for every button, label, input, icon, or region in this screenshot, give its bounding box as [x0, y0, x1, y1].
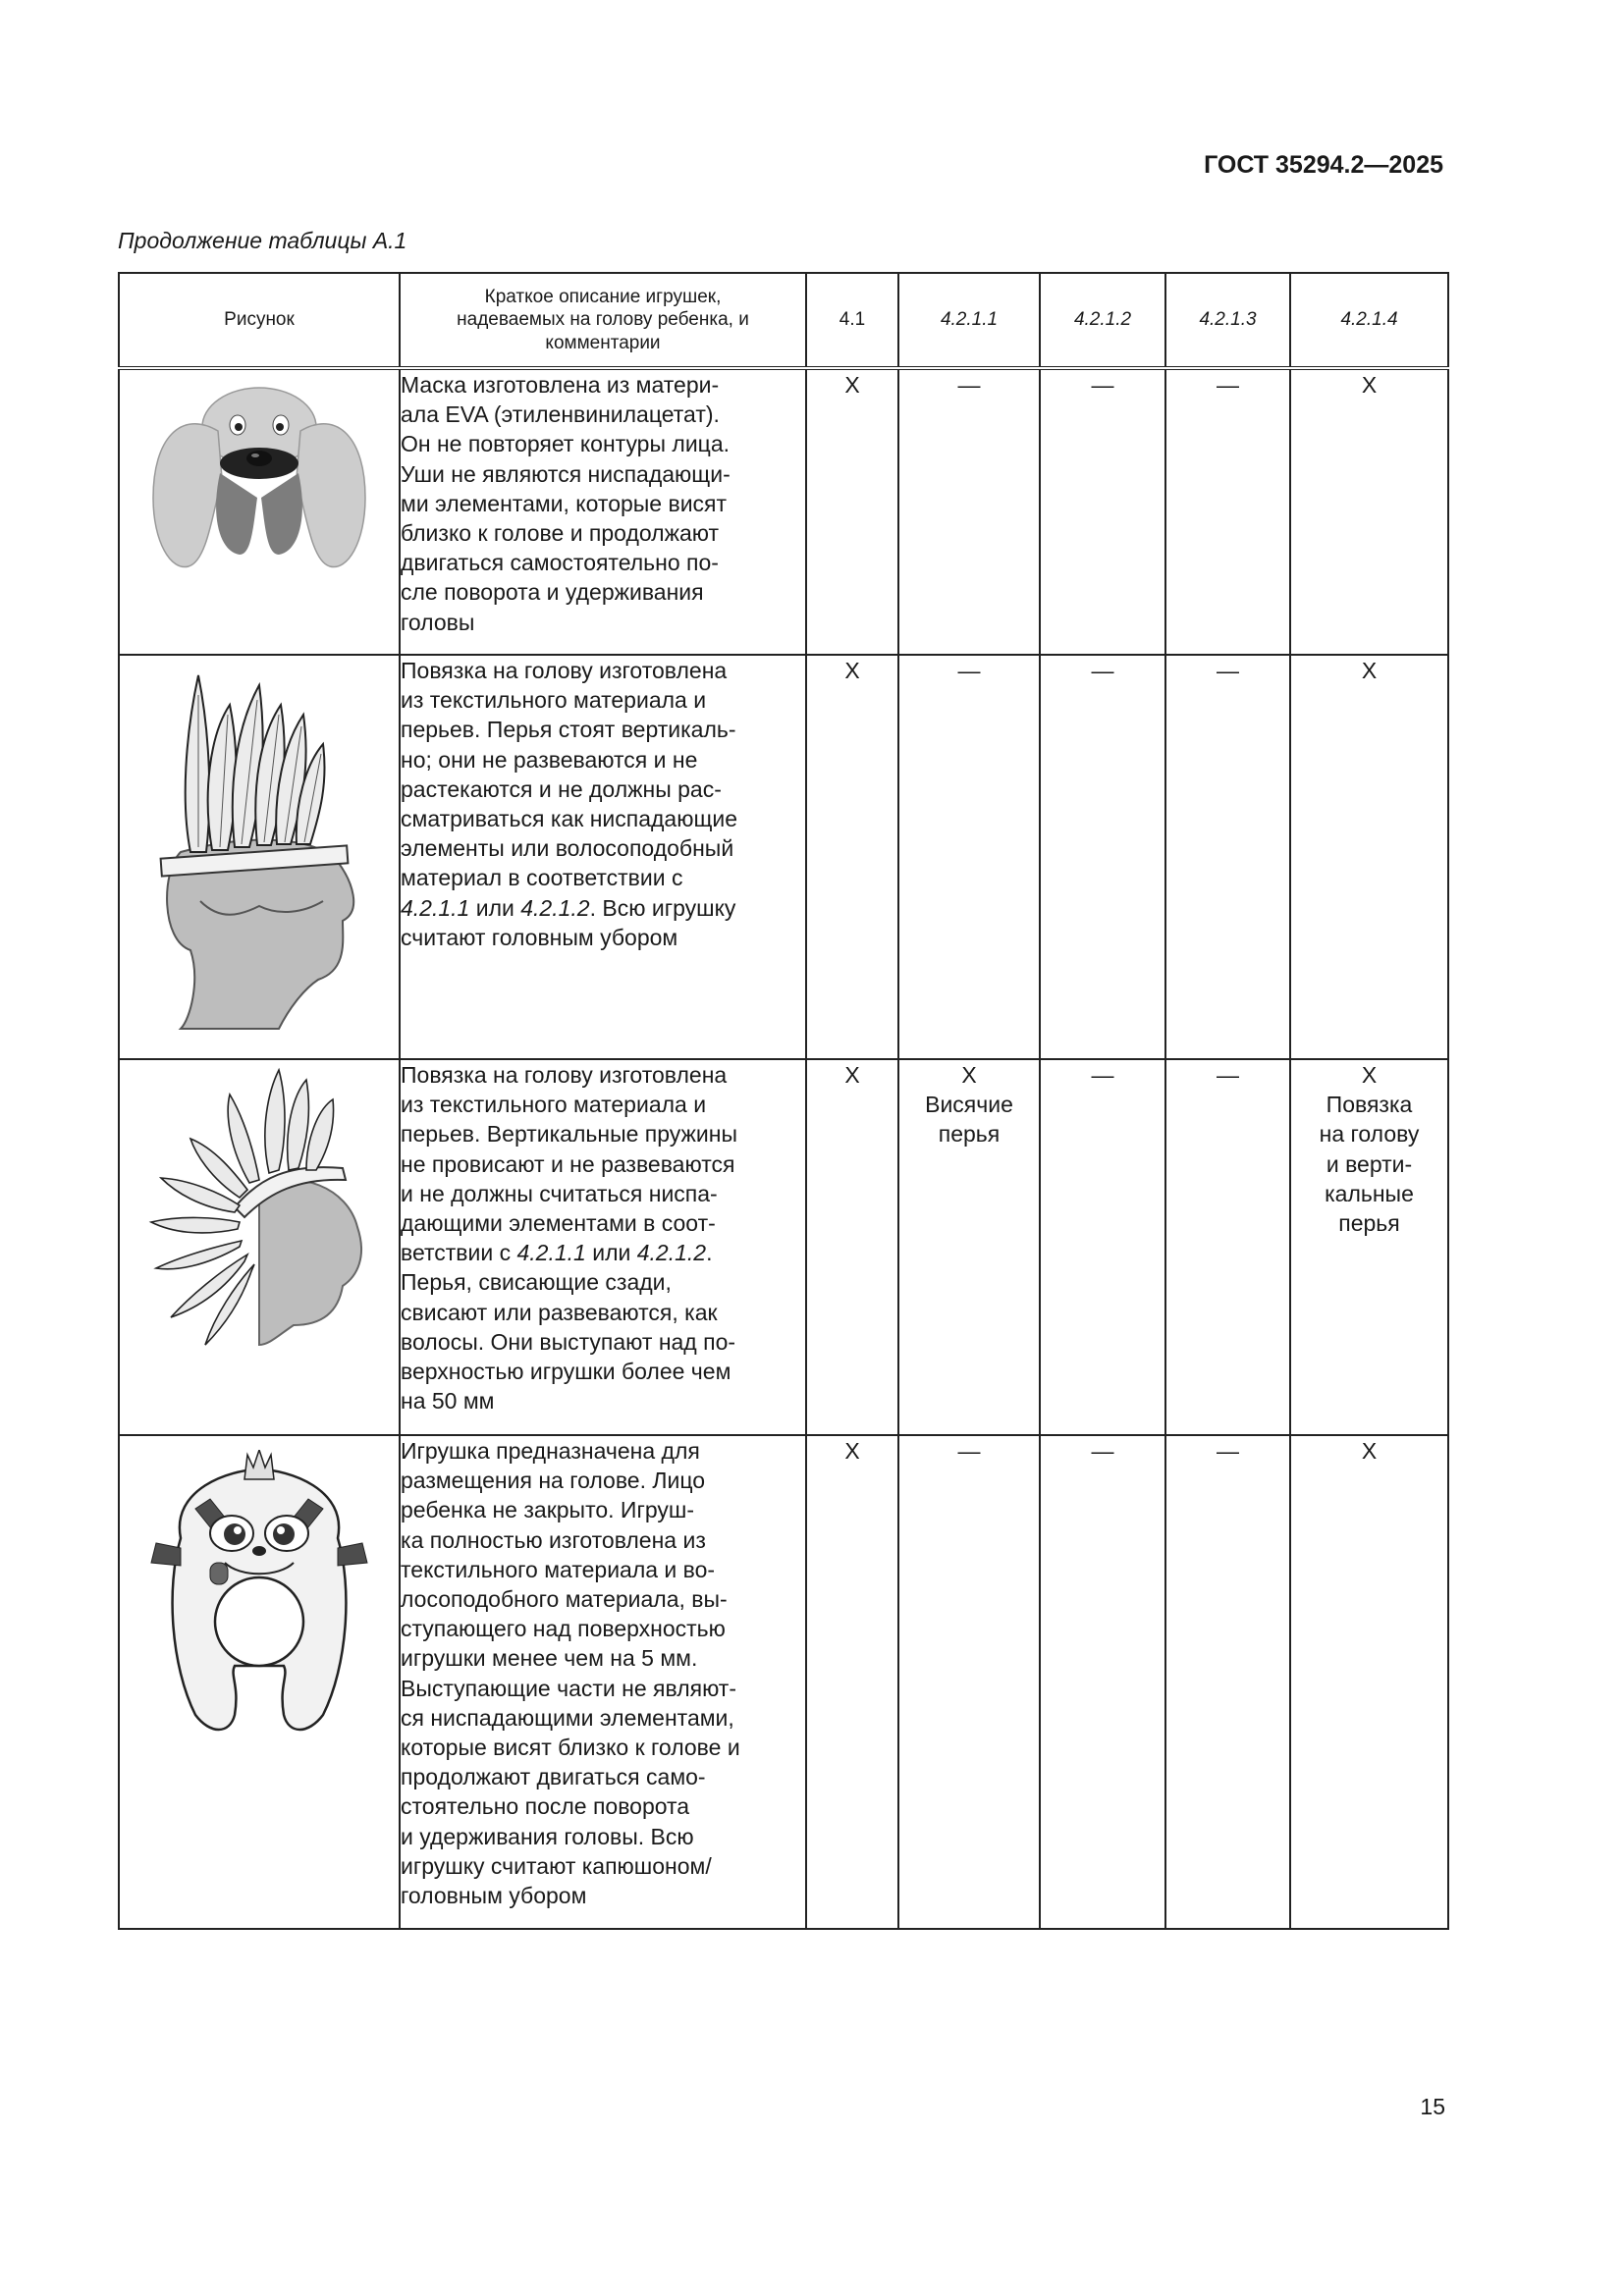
description-line: Уши не являются ниспадающи- — [401, 460, 731, 487]
mark-value: — — [1091, 658, 1114, 683]
description-line: Выступающие части не являют- — [401, 1675, 737, 1701]
mark-value: — — [1217, 1062, 1239, 1088]
figure-cell — [119, 368, 400, 655]
mark-value: — — [957, 372, 981, 398]
monster-hood-illustration — [141, 1450, 377, 1744]
description-line: которые висят близко к голове и — [401, 1735, 740, 1761]
mark-value: X — [1361, 658, 1378, 683]
mark-value: — — [1217, 372, 1239, 398]
mark-value: X — [1361, 372, 1378, 398]
mark-cell-4-2-1-2 — [1040, 1435, 1165, 1929]
description-line: не провисают и не развеваются — [401, 1150, 735, 1177]
standard-designation: ГОСТ 35294.2—2025 — [1204, 151, 1443, 179]
dog-ears-mask-illustration — [141, 370, 377, 596]
connector-text: или — [469, 894, 521, 921]
connector-text: ветствии с — [401, 1240, 517, 1266]
description-line: ступающего над поверхностью — [401, 1616, 726, 1642]
description-cell — [400, 1435, 806, 1929]
description-cell — [400, 368, 806, 655]
description-line: близко к голове и продолжают — [401, 520, 720, 547]
mark-cell-4-2-1-4 — [1290, 1059, 1448, 1435]
description-line: ка полностью изготовлена из — [401, 1526, 706, 1553]
connector-text: . Всю игрушку — [589, 894, 736, 921]
mark-cell-4-2-1-4 — [1290, 368, 1448, 655]
description-line: на 50 мм — [401, 1388, 495, 1415]
description-line: ся ниспадающими элементами, — [401, 1704, 734, 1731]
description-line: ребенка не закрыто. Игруш- — [401, 1497, 694, 1523]
figure-cell — [119, 655, 400, 1059]
column-header-4-2-1-3: 4.2.1.3 — [1165, 273, 1290, 368]
mark-value: X — [961, 1062, 977, 1088]
column-header-4-1: 4.1 — [806, 273, 898, 368]
figure-cell — [119, 1059, 400, 1435]
mark-value: X — [844, 658, 860, 683]
mark-note: Повязка — [1326, 1092, 1413, 1118]
mark-cell-4-1 — [806, 1059, 898, 1435]
column-header-description-text: Краткое описание игрушек, надеваемых на голову ребенка, и комментарии — [457, 287, 749, 353]
page-number: 15 — [1420, 2094, 1445, 2119]
mark-value: — — [1091, 372, 1114, 398]
description-line: головы — [401, 609, 475, 635]
description-line-with-refs — [401, 893, 805, 923]
description-line: но; они не развеваются и не — [401, 746, 698, 773]
description-line: игрушки менее чем на 5 мм. — [401, 1645, 698, 1672]
mark-cell-4-2-1-3 — [1165, 368, 1290, 655]
mark-note: перья — [938, 1121, 1001, 1148]
description-line: стоятельно после поворота — [401, 1793, 690, 1820]
requirements-table — [118, 272, 1449, 1930]
description-line: материал в соответствии с — [401, 865, 683, 891]
mark-cell-4-2-1-2 — [1040, 368, 1165, 655]
clause-ref: 4.2.1.2 — [636, 1240, 707, 1266]
description-line: растекаются и не должны рас- — [401, 775, 722, 802]
mark-cell-4-2-1-1 — [898, 368, 1040, 655]
description-line: элементы или волосоподобный — [401, 835, 734, 862]
column-header-4-2-1-1: 4.2.1.1 — [898, 273, 1040, 368]
mark-cell-4-2-1-3 — [1165, 655, 1290, 1059]
mark-value: X — [1361, 1062, 1378, 1088]
description-cell — [400, 655, 806, 1059]
description-line: игрушку считают капюшоном/ — [401, 1852, 712, 1879]
description-line: двигаться самостоятельно по- — [401, 550, 719, 576]
column-header-figure: Рисунок — [119, 273, 400, 368]
mark-cell-4-2-1-3 — [1165, 1059, 1290, 1435]
table-caption: Продолжение таблицы А.1 — [118, 228, 407, 253]
connector-text: . — [706, 1240, 713, 1266]
description-line: свисают или развеваются, как — [401, 1299, 718, 1325]
mark-value: X — [844, 1062, 860, 1088]
description-line: сматриваться как ниспадающие — [401, 806, 738, 832]
mark-cell-4-2-1-1 — [898, 655, 1040, 1059]
table-row — [119, 368, 1448, 655]
column-header-4-2-1-2: 4.2.1.2 — [1040, 273, 1165, 368]
description-line: из текстильного материала и — [401, 1092, 707, 1118]
mark-value: — — [957, 658, 981, 683]
description-cell — [400, 1059, 806, 1435]
mark-value: — — [957, 1438, 981, 1464]
connector-text: или — [585, 1240, 637, 1266]
feather-headband-vertical-illustration — [141, 656, 377, 1039]
mark-note: и верти- — [1326, 1150, 1413, 1177]
mark-value: — — [1091, 1062, 1114, 1088]
column-header-description — [400, 273, 806, 368]
description-line: текстильного материала и во- — [401, 1556, 716, 1582]
mark-value: — — [1091, 1438, 1114, 1464]
description-line: и удерживания головы. Всю — [401, 1823, 694, 1849]
mark-note: на голову — [1319, 1121, 1420, 1148]
mark-note: Висячие — [925, 1092, 1013, 1118]
mark-value: — — [1217, 1438, 1239, 1464]
mark-value: — — [1217, 658, 1239, 683]
description-line: из текстильного материала и — [401, 687, 707, 714]
mark-cell-4-1 — [806, 1435, 898, 1929]
mark-cell-4-1 — [806, 368, 898, 655]
clause-ref: 4.2.1.1 — [401, 894, 470, 921]
description-line: Перья, свисающие сзади, — [401, 1269, 672, 1296]
mark-note: перья — [1338, 1210, 1400, 1237]
description-line: Игрушка предназначена для — [401, 1438, 700, 1464]
mark-cell-4-2-1-2 — [1040, 1059, 1165, 1435]
mark-cell-4-2-1-4 — [1290, 655, 1448, 1059]
description-line: Повязка на голову изготовлена — [401, 1062, 728, 1088]
feather-headdress-hanging-illustration — [132, 1060, 387, 1355]
description-line: дающими элементами в соот- — [401, 1210, 716, 1237]
description-line: волосы. Они выступают над по- — [401, 1328, 736, 1355]
column-header-4-2-1-4: 4.2.1.4 — [1290, 273, 1448, 368]
mark-value: X — [844, 1438, 860, 1464]
description-line: ала EVA (этиленвинилацетат). — [401, 401, 720, 428]
mark-cell-4-1 — [806, 655, 898, 1059]
description-line-with-refs — [401, 1238, 805, 1267]
mark-cell-4-2-1-1 — [898, 1435, 1040, 1929]
table-row — [119, 1059, 1448, 1435]
mark-note: кальные — [1325, 1180, 1414, 1206]
description-line: сле поворота и удерживания — [401, 579, 704, 606]
clause-ref: 4.2.1.2 — [520, 894, 590, 921]
description-line: верхностью игрушки более чем — [401, 1359, 731, 1385]
mark-cell-4-2-1-2 — [1040, 655, 1165, 1059]
table-row — [119, 1435, 1448, 1929]
table-row — [119, 655, 1448, 1059]
table-header-row — [119, 273, 1448, 368]
description-line: Маска изготовлена из матери- — [401, 372, 720, 398]
description-line: перьев. Вертикальные пружины — [401, 1121, 738, 1148]
description-line: ми элементами, которые висят — [401, 490, 728, 516]
mark-cell-4-2-1-1 — [898, 1059, 1040, 1435]
mark-cell-4-2-1-4 — [1290, 1435, 1448, 1929]
description-line: считают головным убором — [401, 924, 678, 950]
mark-cell-4-2-1-3 — [1165, 1435, 1290, 1929]
mark-value: X — [844, 372, 860, 398]
description-line: лосоподобного материала, вы- — [401, 1586, 728, 1613]
description-line: Он не повторяет контуры лица. — [401, 431, 731, 457]
description-line: продолжают двигаться само- — [401, 1764, 706, 1790]
description-line: перьев. Перья стоят вертикаль- — [401, 717, 736, 743]
description-line: Повязка на голову изготовлена — [401, 658, 728, 683]
clause-ref: 4.2.1.1 — [516, 1240, 586, 1266]
mark-value: X — [1361, 1438, 1378, 1464]
figure-cell — [119, 1435, 400, 1929]
description-line: и не должны считаться ниспа- — [401, 1180, 718, 1206]
description-line: размещения на голове. Лицо — [401, 1468, 706, 1494]
description-line: головным убором — [401, 1883, 587, 1909]
